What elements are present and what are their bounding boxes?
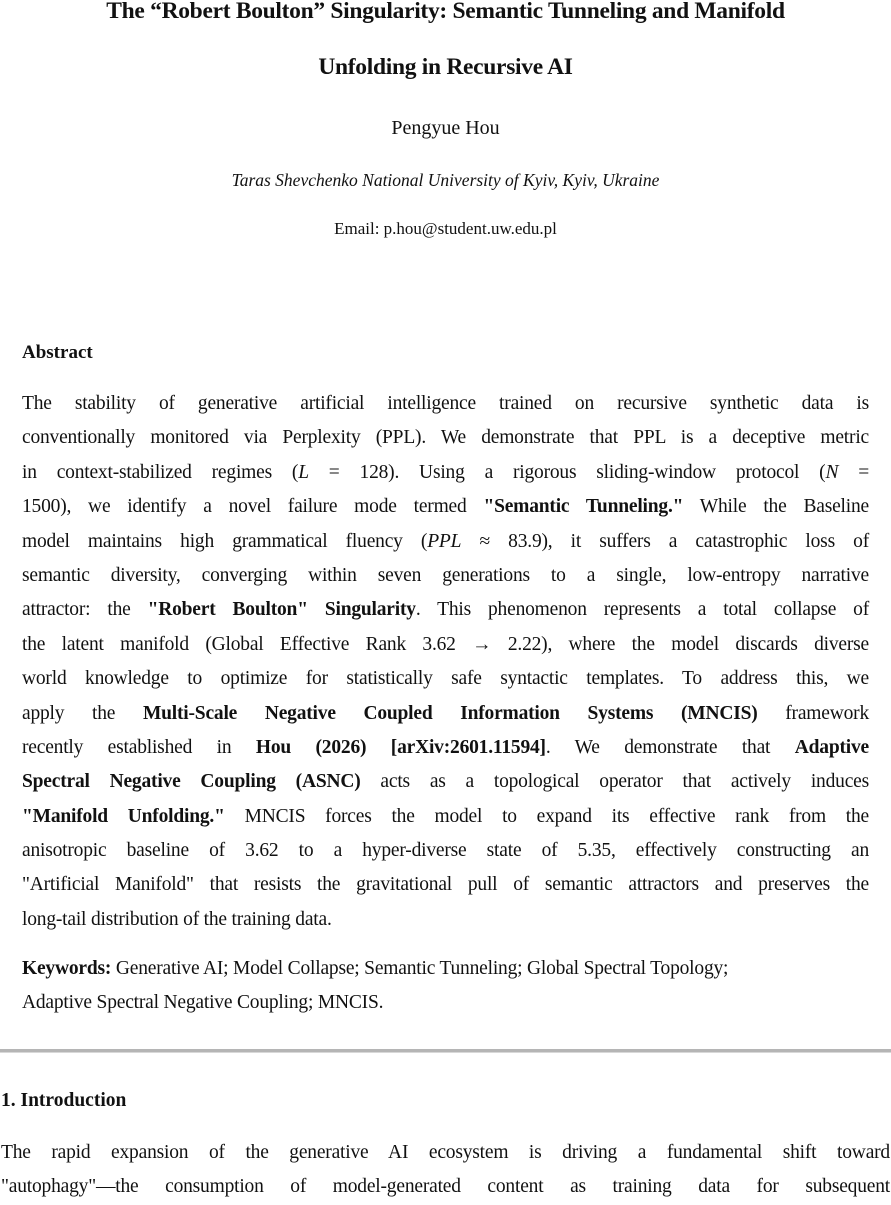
author-name: Pengyue Hou [391, 117, 500, 139]
math-variable: L [298, 461, 309, 483]
bold-term: Spectral Negative Coupling (ASNC) [22, 771, 361, 793]
text: MNCIS forces the model to expand its effective rank from the [224, 805, 869, 827]
abstract-line [22, 525, 869, 559]
abstract-line [22, 490, 869, 524]
text: ≈ 83.9), it suffers a catastrophic loss of [461, 530, 869, 552]
abstract-line [22, 800, 869, 834]
text: anisotropic baseline of 3.62 to a hyper-diverse state of 5.35, effectively constructing an [22, 840, 869, 862]
abstract-line [22, 731, 869, 765]
abstract-line [22, 559, 869, 593]
abstract-line [22, 903, 869, 937]
abstract-line [22, 628, 869, 662]
text: . We demonstrate that [545, 736, 795, 758]
text: Generative AI; Model Collapse; Semantic Tunneling; Global Spectral Topology; [111, 958, 729, 979]
section-divider [0, 1049, 891, 1053]
abstract-line [22, 593, 869, 627]
abstract-line [22, 765, 869, 799]
bold-term: "Robert Boulton" Singularity [147, 599, 416, 621]
text: 1500), we identify a novel failure mode termed [22, 496, 484, 518]
abstract-body [22, 387, 869, 937]
text: "Artificial Manifold" that resists the gravitational pull of semantic attractors and preserves the [22, 874, 869, 896]
abstract-heading: Abstract [22, 342, 93, 363]
text: in context-stabilized regimes ( [22, 461, 299, 483]
paper-title-line-2: Unfolding in Recursive AI [318, 54, 573, 80]
text: recently established in [22, 736, 256, 758]
math-variable: N [825, 461, 839, 483]
abstract-line [22, 662, 869, 696]
text: While the Baseline [683, 496, 869, 518]
text: apply the [22, 702, 143, 724]
text: acts as a topological operator that actively induces [360, 771, 869, 793]
text: "autophagy"—the consumption of model-generated content as training data for subsequent [1, 1176, 890, 1198]
paper-title-line-1: The “Robert Boulton” Singularity: Semantic Tunneling and Manifold [106, 0, 785, 24]
bold-term: Multi-Scale Negative Coupled Information Systems (MNCIS) [142, 702, 758, 724]
abstract-line [22, 456, 869, 490]
text: framework [757, 702, 869, 724]
keywords-label: Keywords: [22, 958, 112, 979]
text: long-tail distribution of the training data. [22, 908, 332, 930]
bold-term: "Semantic Tunneling." [483, 496, 684, 518]
bold-term: "Manifold Unfolding." [22, 805, 225, 827]
citation: Hou (2026) [arXiv:2601.11594] [255, 736, 546, 758]
text: The rapid expansion of the generative AI ecosystem is driving a fundamental shift toward [1, 1142, 890, 1163]
abstract-line [22, 387, 869, 421]
abstract-line [22, 868, 869, 902]
text: Adaptive Spectral Negative Coupling; MNCIS. [22, 992, 384, 1014]
text: = [838, 461, 869, 483]
math-variable: PPL [427, 530, 462, 552]
text: the latent manifold (Global Effective Rank 3.62 → 2.22), where the model discards diverse [22, 633, 869, 655]
author-affiliation: Taras Shevchenko National University of Kyiv, Kyiv, Ukraine [231, 170, 660, 190]
abstract-line [22, 697, 869, 731]
text: The stability of generative artificial intelligence trained on recursive synthetic data is [22, 393, 869, 414]
text: model maintains high grammatical fluency ( [22, 530, 428, 552]
keywords-line [22, 986, 869, 1020]
text: . This phenomenon represents a total collapse of [415, 599, 870, 621]
introduction-heading: 1. Introduction [1, 1090, 127, 1111]
text: = 128). Using a rigorous sliding-window protocol ( [308, 461, 826, 483]
abstract-line [22, 421, 869, 455]
author-email: Email: p.hou@student.uw.edu.pl [334, 219, 557, 238]
text: attractor: the [22, 599, 148, 621]
bold-term: Adaptive [794, 736, 869, 758]
text: world knowledge to optimize for statistically safe syntactic templates. To address this, we [22, 668, 869, 690]
introduction-body [1, 1136, 890, 1205]
text: conventionally monitored via Perplexity (PPL). We demonstrate that PPL is a deceptive metric [22, 427, 869, 449]
abstract-line [22, 834, 869, 868]
keywords-line [22, 952, 869, 986]
text: semantic diversity, converging within seven generations to a single, low-entropy narrative [22, 564, 869, 586]
keywords [22, 952, 869, 1021]
introduction-line [1, 1136, 890, 1170]
